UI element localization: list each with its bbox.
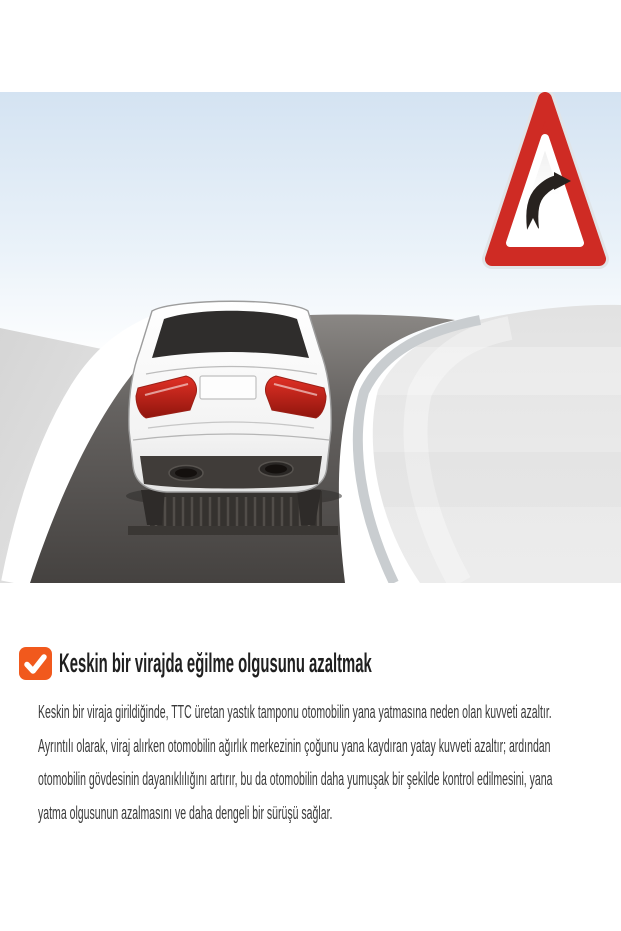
shadow-bar [128,526,338,535]
feature-description [38,696,618,830]
car-curve-illustration [0,92,621,583]
check-icon [19,647,52,680]
license-plate [200,376,256,399]
bumper-lower [140,456,322,489]
exhaust-right-inner [265,465,287,474]
description-line: Ayrıntılı olarak, viraj alırken otomobilin ağırlık merkezinin çoğunu yana kaydıran yatay kuvveti azaltır; ardından [38,735,551,756]
exhaust-left-inner [175,469,197,478]
description-line: Keskin bir viraja girildiğinde, TTC üretan yastık tamponu otomobilin yana yatmasına neden olan kuvveti azaltır. [38,702,552,722]
checked-checkbox [19,647,52,680]
rear-window [152,311,309,358]
feature-title-row [19,647,621,680]
terrain-band [360,452,621,507]
feature-title: Keskin bir virajda eğilme olgusunu azaltmak [59,648,372,678]
description-line: yatma olgusunun azalmasını ve daha dengeli bir sürüşü sağlar. [38,802,333,823]
car [126,301,342,535]
description-line: otomobilin gövdesinin dayanıklılığını artırır, bu da otomobilin daha yumuşak bir şekilde kontrol edilmesini, yana [38,769,553,789]
